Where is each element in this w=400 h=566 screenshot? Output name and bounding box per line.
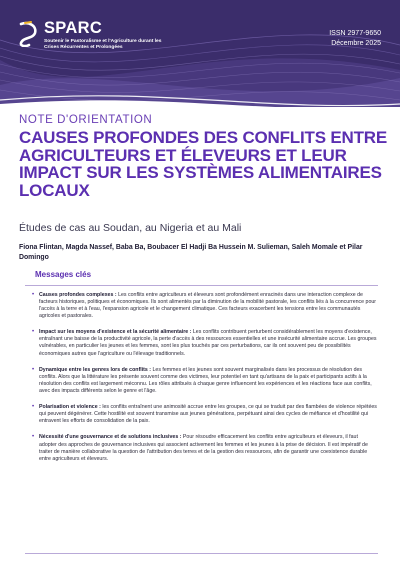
item-lead: Polarisation et violence : <box>39 404 101 411</box>
key-messages-list <box>32 292 377 472</box>
item-text: Les conflits entre agriculteurs et éleveurs sont profondément enracinés dans une interaction complexe de facteurs historiques, politiques et économiques. Ils sont alimentés par la diminution de la mobilité pastorale, les conflits liés à la concurrence pour l'accès à la terre et à l'eau, l'expansion agricole et le changement climatique. Ces facteurs exacerbent les tensions entre les communautés agricoles et pastorales. <box>39 292 377 320</box>
header-band <box>0 0 400 107</box>
bullet-icon: • <box>32 404 35 411</box>
author-list: Fiona Flintan, Magda Nassef, Baba Ba, Boubacer El Hadji Ba Hussein M. Sulieman, Saleh Momale et Pilar Domingo <box>19 244 363 261</box>
publication-date: Décembre 2025 <box>331 40 381 47</box>
item-lead: Dynamique entre les genres lors de conflits : <box>39 366 152 373</box>
list-item <box>32 367 377 395</box>
list-item <box>32 329 377 357</box>
item-text: Les femmes et les jeunes sont souvent marginalisés dans les processus de résolution des conflits. Alors que la littérature les présente souvent comme des victimes, leur potentiel en tant qu'artisans de la paix et participants actifs à la résolution des conflits est largement méconnu. Les rôles attribués à chaque genre influencent les expériences et les réactions face aux conflits, avec des impacts différents selon le genre et l'âge. <box>39 366 372 394</box>
item-lead: Nécessité d'une gouvernance et de solutions inclusives : <box>39 434 182 441</box>
item-lead: Causes profondes complexes : <box>39 292 117 298</box>
item-text: Les conflits contribuent perturbent considérablement les moyens d'existence, entraînant une baisse de la productivité agricole, la perte d'accès à des ressources essentielles et une insécurité alimentaire accrue. Les groupes vulnérables, en particulier les jeunes et les femmes, sont les plus touchés par ces perturbations, car ils ont souvent peu de possibilités économiques autres que l'agriculture ou l'élevage traditionnels. <box>39 329 377 357</box>
sparc-logo-icon <box>17 21 39 47</box>
document-title: CAUSES PROFONDES DES CONFLITS ENTRE AGRICULTEURS ET ÉLEVEURS ET LEUR IMPACT SUR LES SYSTÈMES ALIMENTAIRES LOCAUX <box>19 128 387 200</box>
list-item <box>32 434 377 462</box>
divider-top <box>25 285 378 286</box>
list-item <box>32 292 377 320</box>
item-lead: Impact sur les moyens d'existence et la sécurité alimentaire : <box>39 329 192 336</box>
bullet-icon: • <box>32 434 35 441</box>
logo-wordmark: SPARC <box>44 19 103 37</box>
item-text: les conflits entraînent une animosité accrue entre les groupes, ce qui se traduit par des flambées de violence répétées qui peuvent dégénérer. Cette hostilité est souvent transmise aux jeunes générations, perpétuant ainsi des cycles de méfiance et d'hostilité qui entravent les efforts de consolidation de la paix. <box>39 404 377 425</box>
divider-bottom <box>25 553 378 554</box>
issn-block <box>329 29 381 49</box>
list-item <box>32 404 377 425</box>
document-type: NOTE D'ORIENTATION <box>19 114 153 126</box>
bullet-icon: • <box>32 292 35 298</box>
logo-tagline: Soutenir le Pastoralisme et l'Agriculture durant les Crises Récurrentes et Prolongées <box>44 39 162 50</box>
bullet-icon: • <box>32 366 35 373</box>
issn-number: ISSN 2977-9650 <box>329 30 381 37</box>
wave-decoration <box>0 0 400 107</box>
document-subtitle: Études de cas au Soudan, au Nigeria et au Mali <box>19 222 242 234</box>
bullet-icon: • <box>32 329 35 336</box>
key-messages-heading: Messages clés <box>35 270 92 279</box>
item-text: Pour résoudre efficacement les conflits entre agriculteurs et éleveurs, il faut adopter des approches de gouvernance inclusives qui associent activement les femmes et les jeunes à la prise de décision. Il est impératif de traiter de manière collaborative la question de l'attribution des terres et de la gestion des ressources, afin de garantir une coexistence durable entre agriculteurs et éleveurs. <box>39 434 368 462</box>
